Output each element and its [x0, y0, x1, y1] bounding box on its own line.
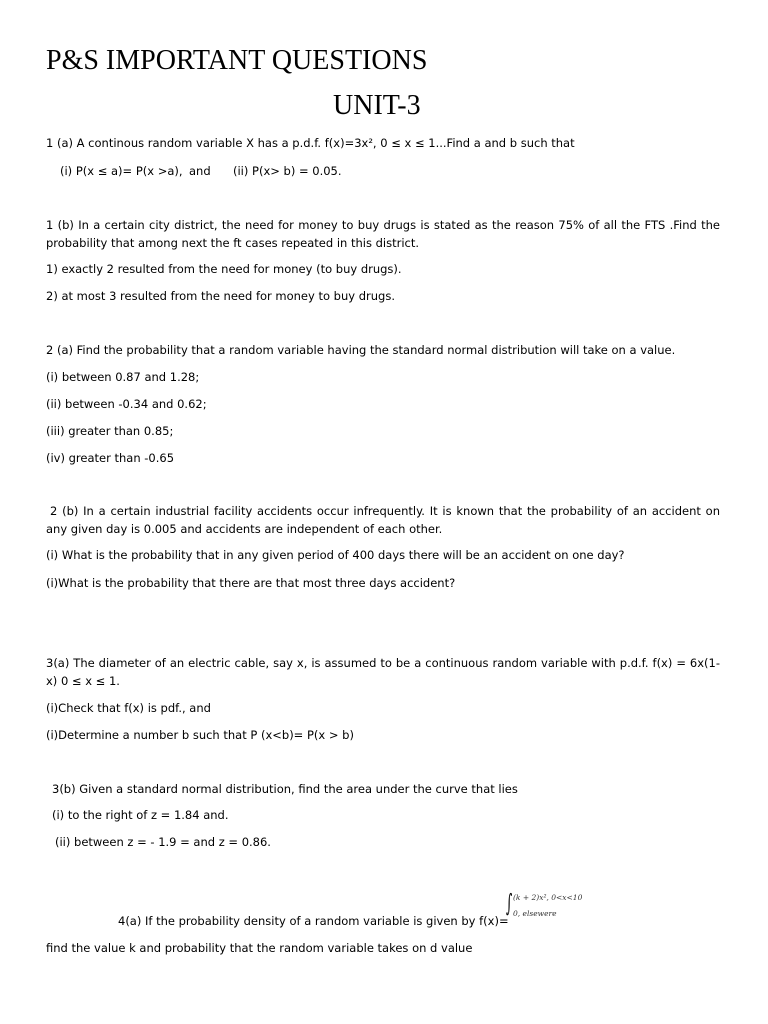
question-3a-item-2: (i)Determine a number b such that P (x<b)= P(x > b) — [46, 728, 354, 742]
question-2b-item-1: (i) What is the probability that in any given period of 400 days there will be an accident on one day? — [46, 548, 625, 562]
formula-line-2: 0, elsewere — [513, 909, 557, 918]
question-1a-part-i: (i) P(x ≤ a)= P(x >a), — [60, 164, 183, 178]
question-2a-item-2: (ii) between -0.34 and 0.62; — [46, 397, 207, 411]
question-4a-continuation: find the value k and probability that the random variable takes on d value — [46, 941, 473, 955]
question-1a-text: 1 (a) A continous random variable X has a p.d.f. f(x)=3x², 0 ≤ x ≤ 1...Find a and b such that — [46, 136, 575, 150]
question-3a-text: 3(a) The diameter of an electric cable, say x, is assumed to be a continuous random variable with p.d.f. f(x) = 6x(1-x) 0 ≤ x ≤ 1. — [46, 656, 720, 688]
question-2a-item-1: (i) between 0.87 and 1.28; — [46, 370, 200, 384]
question-4a-text: 4(a) If the probability density of a random variable is given by f(x)= — [118, 914, 509, 928]
question-3b-item-1: (i) to the right of z = 1.84 and. — [52, 808, 229, 822]
question-2b-text: 2 (b) In a certain industrial facility accidents occur infrequently. It is known that the probability of an accident on any given day is 0.005 and accidents are independent of each other. — [46, 504, 720, 536]
question-2a-item-4: (iv) greater than -0.65 — [46, 451, 175, 465]
integral-sign-icon: ∫ — [506, 889, 513, 917]
question-2a-item-3: (iii) greater than 0.85; — [46, 424, 174, 438]
question-1b-item-2: 2) at most 3 resulted from the need for money to buy drugs. — [46, 289, 395, 303]
question-1b-item-1: 1) exactly 2 resulted from the need for money (to buy drugs). — [46, 262, 402, 276]
question-2a-text: 2 (a) Find the probability that a random variable having the standard normal distribution will take on a value. — [46, 343, 676, 357]
question-1b-text: 1 (b) In a certain city district, the need for money to buy drugs is stated as the reason 75% of all the FTS .Find the probability that among next the ft cases repeated in this district. — [46, 218, 720, 250]
question-2b-item-2: (i)What is the probability that there are that most three days accident? — [46, 576, 456, 590]
question-1a-and: and — [189, 164, 211, 178]
page-title: P&S IMPORTANT QUESTIONS — [46, 45, 428, 76]
unit-heading: UNIT-3 — [333, 90, 421, 121]
question-1a-part-ii: (ii) P(x> b) = 0.05. — [233, 164, 342, 178]
question-3a-item-1: (i)Check that f(x) is pdf., and — [46, 701, 211, 715]
formula-line-1: (k + 2)x², 0<x<10 — [513, 893, 583, 902]
piecewise-formula — [506, 891, 594, 923]
question-3b-item-2: (ii) between z = - 1.9 = and z = 0.86. — [55, 835, 271, 849]
question-3b-text: 3(b) Given a standard normal distribution, find the area under the curve that lies — [52, 782, 518, 796]
